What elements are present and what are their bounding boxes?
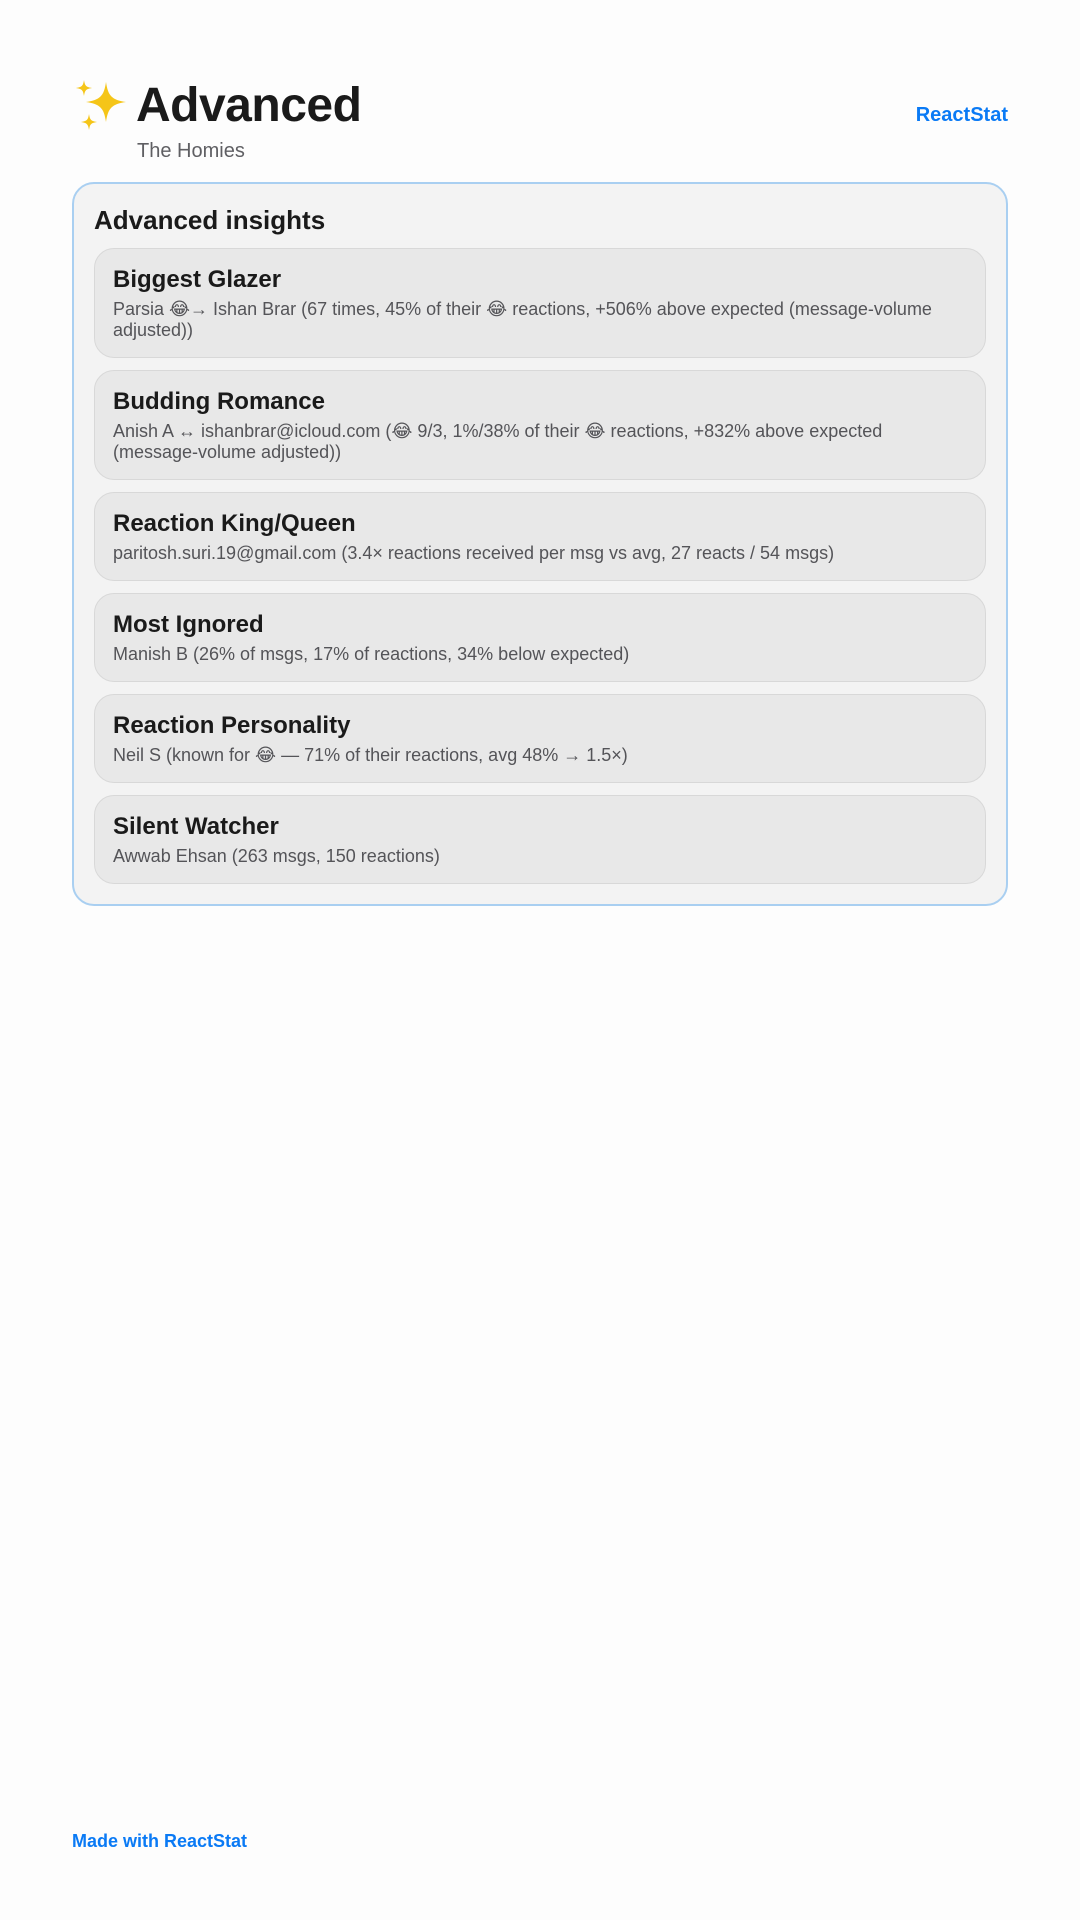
insight-detail: Anish A ↔ ishanbrar@icloud.com (😂 9/3, 1%/38% of their 😂 reactions, +832% above expected (message-volume adjusted)) [113,421,883,462]
insight-title: Most Ignored [113,611,264,638]
insight-detail: paritosh.suri.19@gmail.com (3.4× reactions received per msg vs avg, 27 reacts / 54 msgs) [113,543,835,563]
insight-card-silent-watcher [94,795,986,884]
made-with-reactstat-link[interactable]: Made with ReactStat [72,1831,248,1851]
insight-title: Reaction King/Queen [113,510,356,537]
insight-title: Biggest Glazer [113,266,282,293]
insight-detail: Awwab Ehsan (263 msgs, 150 reactions) [113,846,440,866]
insight-card-most-ignored [94,593,986,682]
panel-title: Advanced insights [94,205,326,235]
insight-detail: Parsia 😂→ Ishan Brar (67 times, 45% of their 😂 reactions, +506% above expected (message-volume adjusted)) [113,299,932,340]
insight-title: Reaction Personality [113,712,351,739]
insight-card-reaction-personality [94,694,986,783]
insight-title: Silent Watcher [113,813,279,840]
insight-card-budding-romance [94,370,986,480]
page-subtitle: The Homies [137,140,245,162]
insight-card-reaction-king-queen [94,492,986,581]
reactstat-link[interactable]: ReactStat [915,104,1008,126]
page-header [72,72,1008,172]
insight-detail: Neil S (known for 😂 — 71% of their reactions, avg 48% → 1.5×) [113,745,628,765]
insight-title: Budding Romance [113,388,326,415]
insight-card-biggest-glazer [94,248,986,358]
sparkles-icon [72,78,128,134]
advanced-insights-panel [72,182,1008,906]
insight-detail: Manish B (26% of msgs, 17% of reactions, 34% below expected) [113,644,630,664]
page-title: Advanced [136,79,362,132]
